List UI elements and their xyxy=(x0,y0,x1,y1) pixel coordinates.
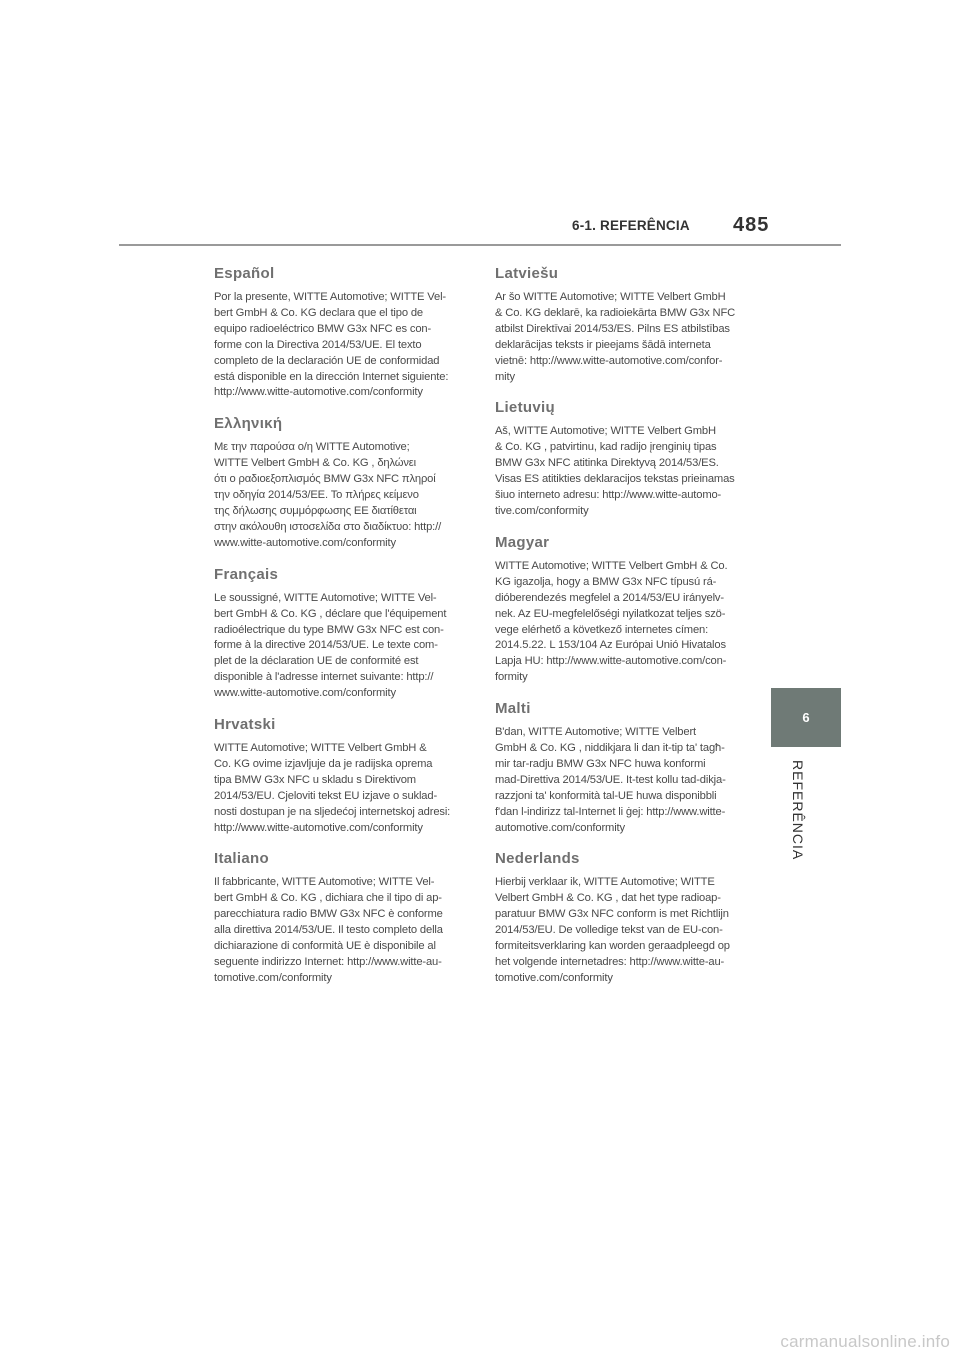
language-heading: Nederlands xyxy=(495,850,580,868)
left-column xyxy=(214,265,469,1001)
declaration-text: Aš, WITTE Automotive; WITTE Velbert GmbH & Co. KG , patvirtinu, kad radijo įrenginių tipas BMW G3x NFC atitinka Direktyvą 2014/53/ES. Visas ES atitikties deklaracijos tekstas prieinamas šiuo interneto adresu: http://www.witte-automo- tive.com/conformity xyxy=(495,425,735,517)
language-heading: Latviešu xyxy=(495,265,559,282)
chapter-number: 6 xyxy=(802,710,810,725)
declaration-text: WITTE Automotive; WITTE Velbert GmbH & Co. KG igazolja, hogy a BMW G3x NFC típusú rá- dióberendezés megfelel a 2014/53/EU irányelv- nek. Az EU-megfelelőségi nyilatkozat teljes szö- vege elérhető a következő internetes címen: 2014.5.22. L 153/104 Az Európai Unió Hivatalos Lapja HU: http://www.witte-automotive.com/con- formity xyxy=(495,559,728,684)
language-heading: Magyar xyxy=(495,533,550,551)
language-section-lv xyxy=(495,265,750,385)
language-section-hu xyxy=(495,534,750,686)
language-section-el xyxy=(214,415,469,551)
language-section-it xyxy=(214,850,469,986)
declaration-text: Por la presente, WITTE Automotive; WITTE Vel- bert GmbH & Co. KG declara que el tipo de equipo radioeléctrico BMW G3x NFC es con- forme con la Directiva 2014/53/UE. El texto completo de la declaración UE de conformidad está disponible en la dirección Internet siguiente: http://www.witte-automotive.com/conformity xyxy=(214,291,449,399)
right-column xyxy=(495,265,750,1001)
watermark: carmanualsonline.info xyxy=(780,1332,950,1351)
section-title: 6-1. REFERÊNCIA xyxy=(572,218,690,233)
language-heading: Italiano xyxy=(214,850,269,868)
language-heading: Malti xyxy=(495,700,531,718)
chapter-label: REFERÊNCIA xyxy=(790,760,806,861)
chapter-tab xyxy=(771,688,841,747)
language-heading: Ελληνική xyxy=(214,415,283,433)
language-heading: Español xyxy=(214,265,275,282)
language-section-es xyxy=(214,265,469,401)
language-heading: Hrvatski xyxy=(214,716,276,734)
declaration-text: Il fabbricante, WITTE Automotive; WITTE Vel- bert GmbH & Co. KG , dichiara che il tipo di ap- parecchiatura radio BMW G3x NFC è conforme alla direttiva 2014/53/UE. Il testo completo della dichiarazione di conformità UE è disponibile al seguente indirizzo Internet: http://www.witte-au- tomotive.com/conformity xyxy=(214,876,443,984)
language-section-lt xyxy=(495,399,750,519)
language-section-hr xyxy=(214,716,469,836)
language-heading: Lietuvių xyxy=(495,399,555,417)
declaration-text: B'dan, WITTE Automotive; WITTE Velbert GmbH & Co. KG , niddikjara li dan it-tip ta' tagħ- mir tar-radju BMW G3x NFC huwa konformi mad-Direttiva 2014/53/UE. It-test kollu tad-dikja- razzjoni ta' konformità tal-UE huwa disponibbli f'dan l-indirizz tal-Internet li ġej: http://www.witte- automotive.com/conformity xyxy=(495,726,726,834)
page-number: 485 xyxy=(733,214,770,236)
language-section-fr xyxy=(214,566,469,702)
declaration-text: Ar šo WITTE Automotive; WITTE Velbert GmbH & Co. KG deklarē, ka radioiekārta BMW G3x NFC atbilst Direktīvai 2014/53/ES. Pilns ES atbilstības deklarācijas teksts ir pieejams šādā interneta vietnē: http://www.witte-automotive.com/confor- mity xyxy=(495,291,736,383)
language-heading: Français xyxy=(214,565,279,583)
declaration-text: Le soussigné, WITTE Automotive; WITTE Vel- bert GmbH & Co. KG , déclare que l'équipement radioélectrique du type BMW G3x NFC est con- forme à la directive 2014/53/UE. Le texte com- plet de la déclaration UE de conformité est disponible à l'adresse internet suivante: http:// www.witte-automotive.com/conformity xyxy=(214,591,447,700)
declaration-text: Hierbij verklaar ik, WITTE Automotive; WITTE Velbert GmbH & Co. KG , dat het type radioap- paratuur BMW G3x NFC conform is met Richtlijn 2014/53/EU. De volledige tekst van de EU-con- formiteitsverklaring kan worden geraadpleegd op het volgende internetadres: http://www.witte-au- tomotive.com/conformity xyxy=(495,876,730,984)
header-divider xyxy=(119,244,841,246)
language-section-mt xyxy=(495,700,750,836)
declaration-text: Με την παρούσα ο/η WITTE Automotive; WITTE Velbert GmbH & Co. KG , δηλώνει ότι ο ραδιοεξοπλισμός BMW G3x NFC πληροί την οδηγία 2014/53/ΕΕ. Το πλήρες κείμενο της δήλωσης συμμόρφωσης ΕΕ διατίθεται στην ακόλουθη ιστοσελίδα στο διαδίκτυο: http:// www.witte-automotive.com/conformity xyxy=(214,441,442,549)
declaration-text: WITTE Automotive; WITTE Velbert GmbH & Co. KG ovime izjavljuje da je radijska oprema tipa BMW G3x NFC u skladu s Direktivom 2014/53/EU. Cjeloviti tekst EU izjave o suklad- nosti dostupan je na sljedećoj internetskoj adresi: http://www.witte-automotive.com/conformity xyxy=(214,742,451,834)
language-section-nl xyxy=(495,850,750,986)
